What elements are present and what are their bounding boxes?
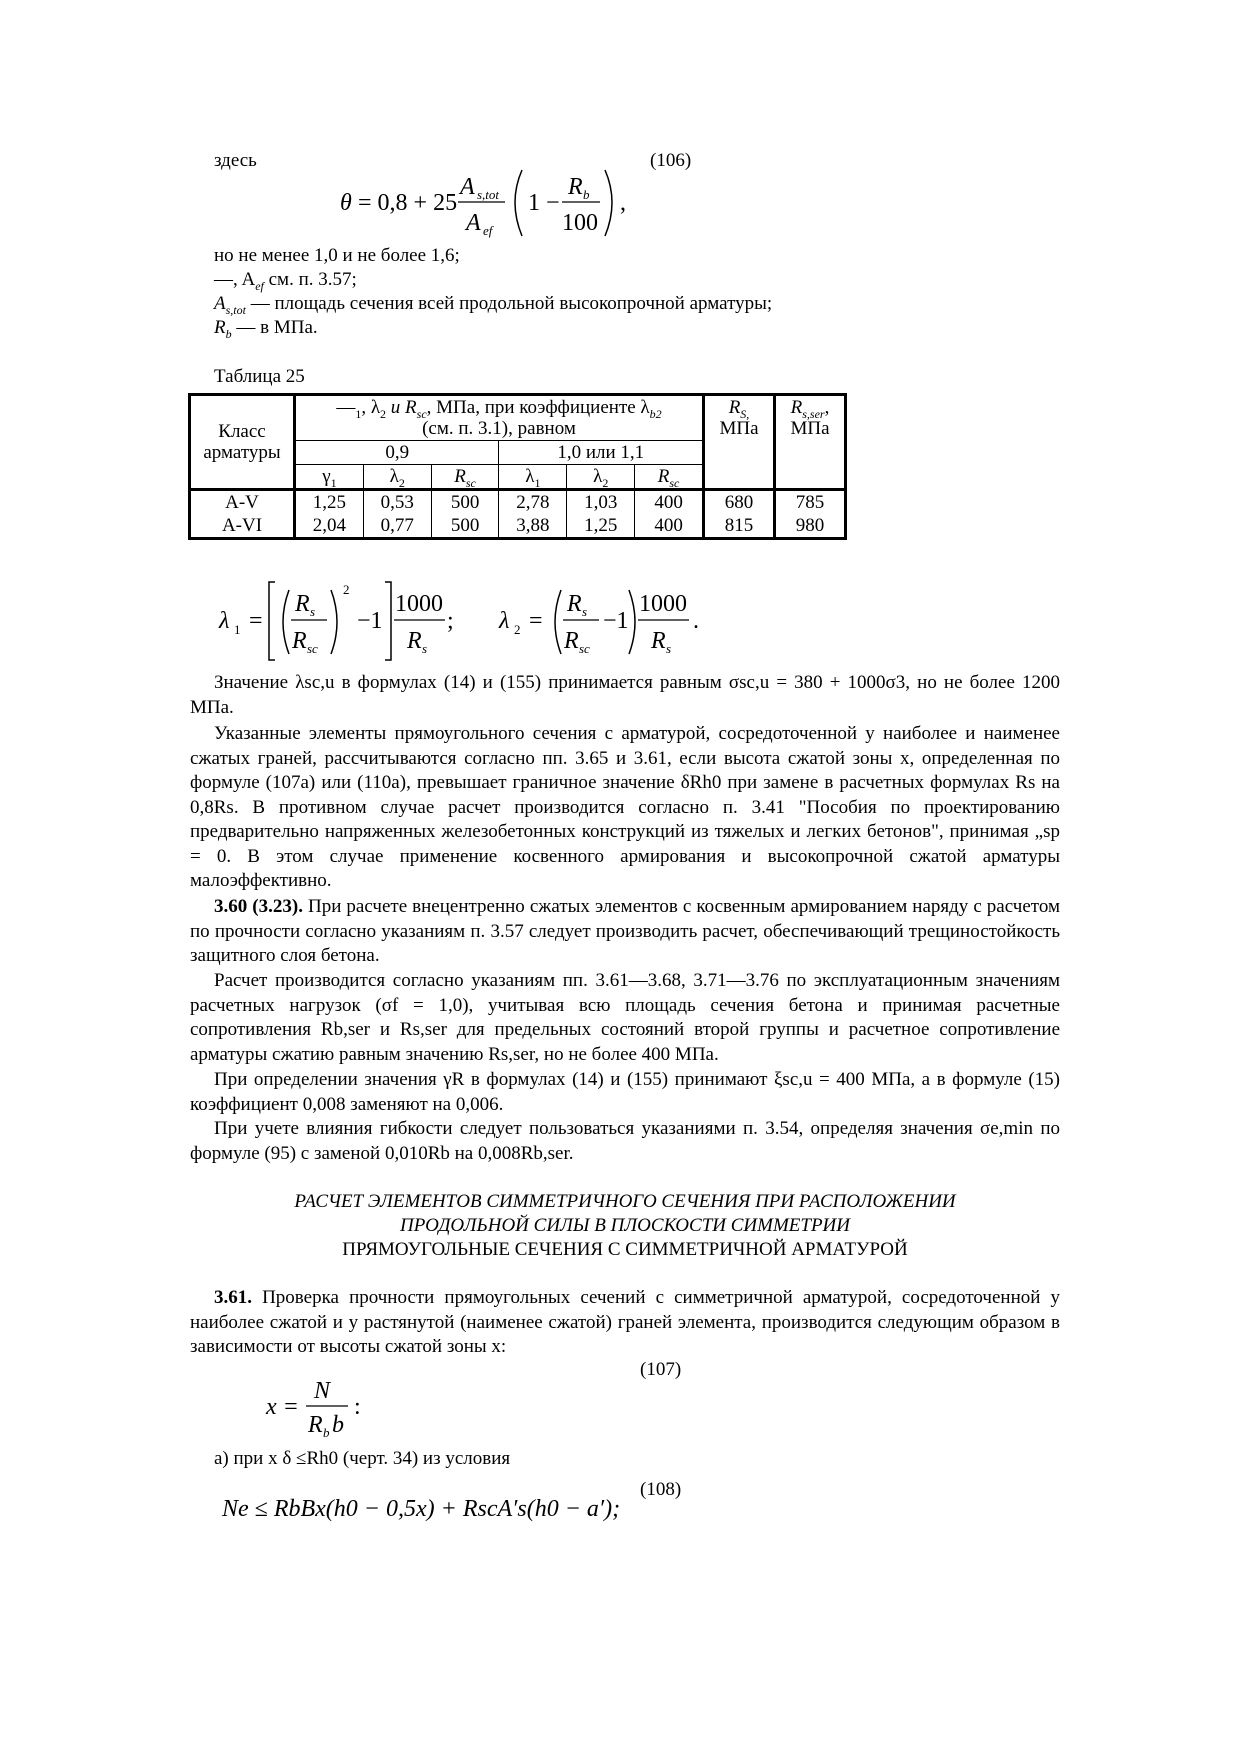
l2-1000: 1000	[639, 591, 687, 617]
section-heading-line3: ПРЯМОУГОЛЬНЫЕ СЕЧЕНИЯ С СИММЕТРИЧНОЙ АРМАТУРОЙ	[342, 1239, 908, 1260]
subheader-lambda1: $\lambda_1$	[499, 465, 567, 490]
intro-line4: $R_b$ — в МПа.	[214, 317, 318, 341]
cell: 785	[775, 490, 846, 515]
cell-class: A-V	[190, 490, 295, 515]
formula-106-lhs: = 0,8 + 25	[358, 190, 458, 216]
formula-108: Ne ≤ RbBx(h0 − 0,5x) + RscA′s(h0 − a′);	[222, 1496, 621, 1522]
formula-theta: θ	[340, 190, 352, 216]
subheader-gamma1: $\gamma_1$	[295, 465, 364, 490]
cell: 400	[635, 514, 704, 539]
lambda1-sub: 1	[234, 622, 241, 637]
formula-106-100: 100	[562, 210, 598, 236]
cell: 980	[775, 514, 846, 539]
paragraph-6: При учете влияния гибкости следует пользоваться указаниями п. 3.54, определяя значения σe,min по формуле (95) с заменой 0,010Rb на 0,008Rb,ser.	[190, 1118, 1060, 1164]
l2-rs: R	[567, 591, 582, 617]
section-heading-line2: ПРОДОЛЬНОЙ СИЛЫ В ПЛОСКОСТИ СИММЕТРИИ	[400, 1215, 850, 1236]
intro-line3: $A_{s,tot}$ — площадь сечения всей продольной высокопрочной арматуры;	[214, 293, 773, 317]
cell: 400	[635, 490, 704, 515]
equation-number-108: (108)	[640, 1479, 682, 1500]
section-heading-line1: РАСЧЕТ ЭЛЕМЕНТОВ СИММЕТРИЧНОГО СЕЧЕНИЯ ПРИ РАСПОЛОЖЕНИИ	[294, 1191, 956, 1212]
paragraph-3: 3.60 (3.23). При расчете внецентренно сжатых элементов с косвенным армированием наряду с расчетом по прочности согласно указаниям п. 3.57 следует производить расчет, обеспечивающий трещиностойкость защитного слоя бетона.	[190, 896, 1060, 966]
formula-107	[262, 1376, 382, 1438]
cell: 0,77	[363, 514, 431, 539]
l2-rsc-sub: sc	[579, 641, 590, 656]
cell: 0,53	[363, 490, 431, 515]
paragraph-2: Указанные элементы прямоугольного сечения с арматурой, сосредоточенной у наиболее и наименее сжатых граней, рассчитываются согласно пп. 3.65 и 3.61, если высота сжатой зоны x, определенная по формуле (107а) или (110а), превышает граничное значение δRh0 при замене в расчетных формулах Rs на 0,8Rs. В противном случае расчет производится согласно п. 3.41 "Пособия по проектированию предварительно напряженных железобетонных конструкций из тяжелых и легких бетонов", принимая „sp = 0. В этом случае применение косвенного армирования и высокопрочной сжатой арматуры малоэффективно.	[190, 723, 1060, 891]
subheader-rsc: $R_{sc}$	[431, 465, 499, 490]
l1-1000: 1000	[395, 591, 443, 617]
f107-lhs: x =	[266, 1394, 299, 1420]
formula-106-num: A	[460, 174, 475, 200]
table-caption: Таблица 25	[214, 366, 305, 387]
l2-minus1: −1	[603, 608, 629, 634]
bracket-right	[385, 582, 391, 660]
equation-number-107: (107)	[640, 1359, 682, 1380]
cell: 500	[431, 514, 499, 539]
formula-106-r-sub: b	[583, 187, 590, 202]
f107-den-tail: b	[332, 1412, 344, 1438]
cell: 815	[704, 514, 775, 539]
paren-left-2	[555, 590, 561, 654]
formula-106-den-sub: ef	[483, 223, 493, 238]
l2-dot: .	[693, 608, 699, 634]
cell: 1,25	[567, 514, 635, 539]
lambda1-eq: =	[249, 608, 263, 634]
lambda2-sub: 2	[514, 622, 521, 637]
paragraph-1: Значение λsc,u в формулах (14) и (155) принимается равным σsc,u = 380 + 1000σ3, но не более 1200 МПа.	[190, 672, 1060, 718]
paren-left-1	[283, 590, 289, 654]
cell: 3,88	[499, 514, 567, 539]
equation-number-106: (106)	[650, 150, 692, 171]
subheader-lambda2b: $\lambda_2$	[567, 465, 635, 490]
paren-right-1	[331, 590, 337, 654]
table-row	[190, 490, 846, 515]
formula-106-num-sub: s,tot	[477, 187, 500, 202]
cell: 1,03	[567, 490, 635, 515]
cell: 680	[704, 490, 775, 515]
bracket-left	[269, 582, 275, 660]
header-coefficient: $—_1$, $\lambda_2$ и $R_{sc}$, МПа, при коэффициенте $\lambda_{b2}$ (см. п. 3.1), равном	[295, 395, 704, 441]
header-rsser: $R_{s,ser}$, МПа	[775, 395, 846, 490]
f107-den: R	[308, 1412, 323, 1438]
l1-semicolon: ;	[447, 608, 454, 634]
l2-rs-den-sub: s	[666, 641, 672, 656]
l1-rsc-sub: sc	[307, 641, 318, 656]
header-10: 1,0 или 1,1	[499, 441, 704, 465]
l1-rs-den: R	[407, 628, 422, 654]
formula-106-den: A	[466, 210, 481, 236]
formula-106	[330, 164, 630, 244]
l2-rsc: R	[564, 628, 579, 654]
formula-106-tail: ,	[620, 190, 626, 216]
f107-den-sub: b	[323, 1425, 330, 1438]
cell: 2,78	[499, 490, 567, 515]
formula-106-r: R	[568, 174, 583, 200]
table-25	[188, 393, 847, 540]
table-row	[190, 514, 846, 539]
header-class: Класс арматуры	[190, 395, 295, 490]
l1-minus1: −1	[357, 608, 383, 634]
l1-rs-den-sub: s	[422, 641, 428, 656]
intro-word: здесь	[214, 150, 257, 171]
formula-106-paren-open: 1 −	[528, 190, 560, 216]
lambda1-symbol: λ	[219, 608, 230, 634]
cell-class: A-VI	[190, 514, 295, 539]
condition-a: а) при x δ ≤Rh0 (черт. 34) из условия	[214, 1448, 511, 1469]
lambda2-eq: =	[529, 608, 543, 634]
cell: 500	[431, 490, 499, 515]
paren-right-2	[629, 590, 635, 654]
formula-106-paren-right	[605, 170, 612, 236]
cell: 2,04	[295, 514, 364, 539]
header-09: 0,9	[295, 441, 499, 465]
f107-num: N	[314, 1378, 331, 1404]
header-rs: $R_{S,}$ МПа	[704, 395, 775, 490]
l1-rsc: R	[292, 628, 307, 654]
lambda2-symbol: λ	[499, 608, 510, 634]
l1-rs: R	[295, 591, 310, 617]
l1-square: 2	[343, 582, 350, 597]
l2-rs-den: R	[651, 628, 666, 654]
subheader-rsc2: $R_{sc}$	[635, 465, 704, 490]
formula-106-paren-left	[515, 170, 522, 236]
lambda-formulas	[215, 578, 735, 668]
cell: 1,25	[295, 490, 364, 515]
paragraph-4: Расчет производится согласно указаниям пп. 3.61—3.68, 3.71—3.76 по эксплуатационным значениям расчетных нагрузок (σf = 1,0), учитывая всю площадь сечения бетона и принимая расчетные сопротивления Rb,ser и Rs,ser для предельных состояний второй группы и расчетное сопротивление арматуры сжатию равным значению Rs,ser, но не более 400 МПа.	[190, 970, 1060, 1065]
l1-rs-sub: s	[310, 604, 316, 619]
intro-line2: —, $A_{ef}$ см. п. 3.57;	[214, 269, 357, 293]
l2-rs-sub: s	[582, 604, 588, 619]
paragraph-5: При определении значения γR в формулах (14) и (155) принимают ξsc,u = 400 МПа, а в формуле (15) коэффициент 0,008 заменяют на 0,006.	[190, 1069, 1060, 1115]
f107-tail: :	[354, 1394, 361, 1420]
paragraph-361: 3.61. Проверка прочности прямоугольных сечений с симметричной арматурой, сосредоточенной у наиболее сжатой и у растянутой (наименее сжатой) граней элемента, производится следующим образом в зависимости от высоты сжатой зоны x:	[190, 1287, 1060, 1357]
intro-line1: но не менее 1,0 и не более 1,6;	[214, 245, 460, 266]
subheader-lambda2: $\lambda_2$	[363, 465, 431, 490]
